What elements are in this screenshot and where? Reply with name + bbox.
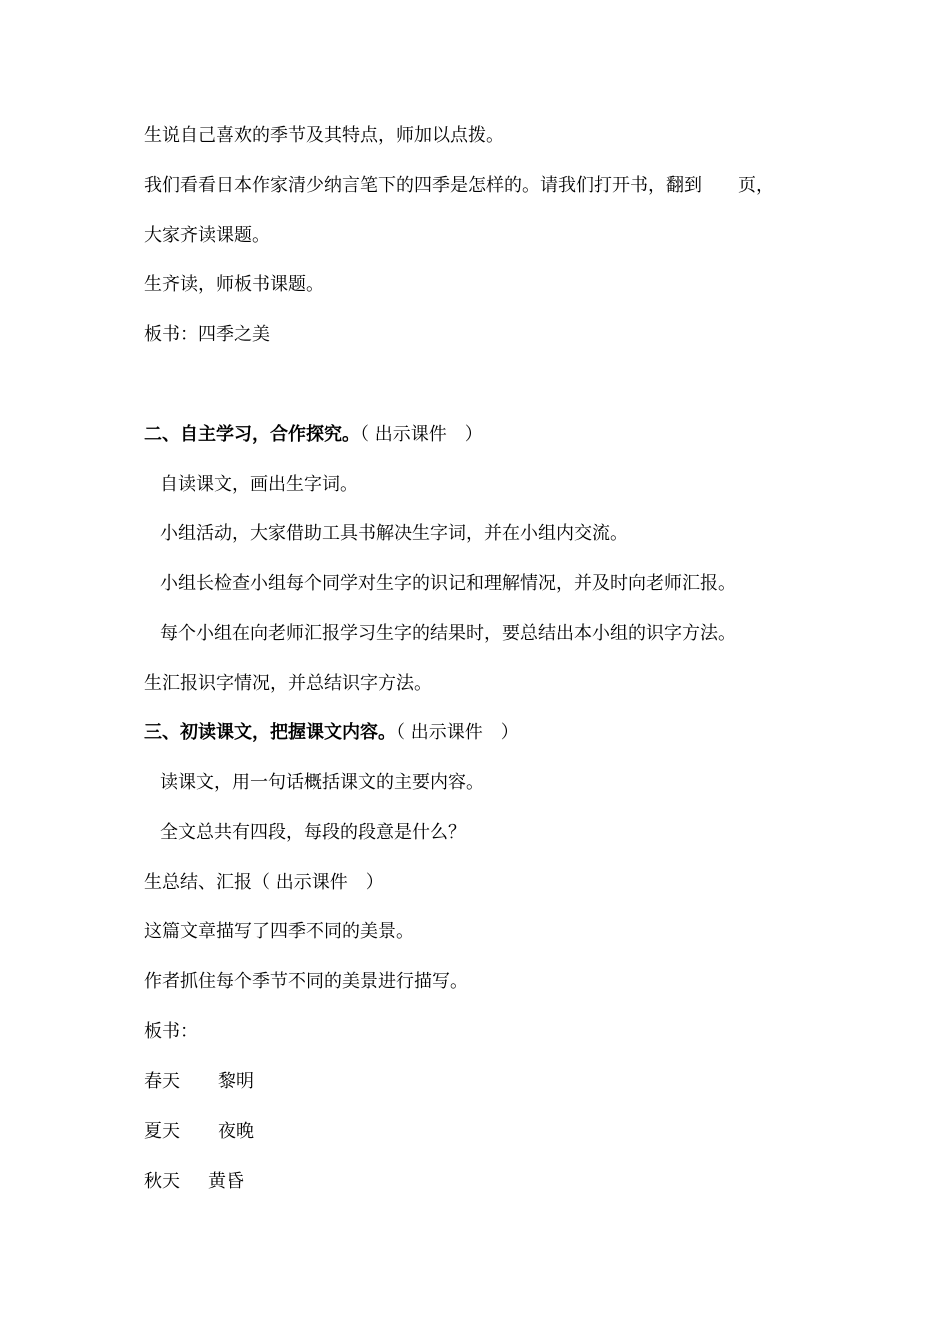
board-season: 夏天 <box>144 1121 180 1142</box>
board-title: 板书：四季之美 <box>144 324 270 345</box>
section-3-line-2: 作者抓住每个季节不同的美景进行描写。 <box>144 971 468 992</box>
section-2-summary: 生汇报识字情况，并总结识字方法。 <box>144 673 432 694</box>
section-3-note: （ 出示课件 ） <box>396 722 519 743</box>
board-row-spring <box>144 1070 254 1094</box>
board-time: 黎明 <box>218 1071 254 1092</box>
section-2-item-2: 小组活动，大家借助工具书解决生字词，并在小组内交流。 <box>160 523 628 544</box>
section-3-heading-row <box>144 721 519 745</box>
board-row-summer <box>144 1120 254 1144</box>
section-2-item-4: 每个小组在向老师汇报学习生字的结果时，要总结出本小组的识字方法。 <box>160 623 736 644</box>
section-2-heading: 二、自主学习，合作探究。 <box>144 424 360 445</box>
intro-line-1: 生说自己喜欢的季节及其特点，师加以点拨。 <box>144 125 504 146</box>
section-2-note: （ 出示课件 ） <box>360 424 483 445</box>
intro-line-3: 大家齐读课题。 <box>144 225 270 246</box>
section-2-heading-row <box>144 423 483 447</box>
section-3-item-2: 全文总共有四段，每段的段意是什么？ <box>160 822 466 843</box>
board-time: 夜晚 <box>218 1121 254 1142</box>
intro-line-4: 生齐读，师板书课题。 <box>144 274 324 295</box>
board-label: 板书： <box>144 1021 198 1042</box>
intro-line-2: 我们看看日本作家清少纳言笔下的四季是怎样的。请我们打开书，翻到 页， <box>144 175 774 196</box>
section-3-heading: 三、初读课文，把握课文内容。 <box>144 722 396 743</box>
section-2-item-3: 小组长检查小组每个同学对生字的识记和理解情况，并及时向老师汇报。 <box>160 573 736 594</box>
board-row-autumn <box>144 1170 244 1194</box>
board-season: 秋天 <box>144 1171 180 1192</box>
board-time: 黄昏 <box>208 1171 244 1192</box>
board-season: 春天 <box>144 1071 180 1092</box>
section-3-item-1: 读课文，用一句话概括课文的主要内容。 <box>160 772 484 793</box>
section-2-item-1: 自读课文，画出生字词。 <box>160 474 358 495</box>
section-3-line-1: 这篇文章描写了四季不同的美景。 <box>144 921 414 942</box>
section-3-report: 生总结、汇报（ 出示课件 ） <box>144 872 384 893</box>
